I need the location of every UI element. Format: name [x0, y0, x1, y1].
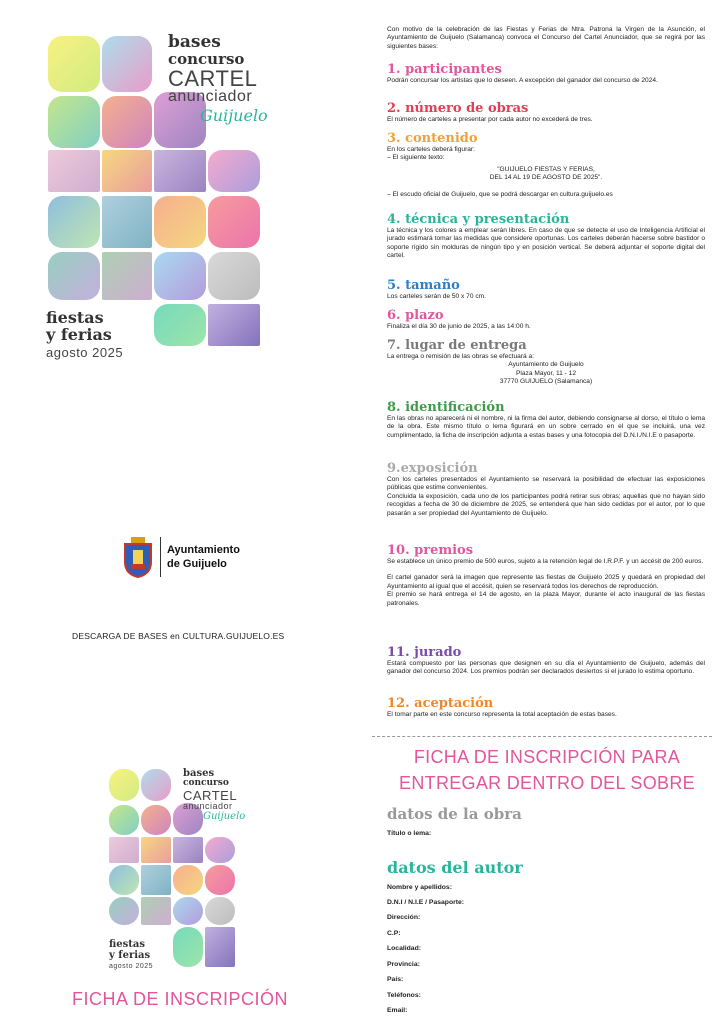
poster-tile	[208, 304, 260, 346]
address-line: Plaza Mayor, 11 - 12	[516, 369, 576, 377]
section-text: Con los carteles presentados el Ayuntamiento se reservará la posibilidad de efectuar las exposiciones públicas que estime convenientes.	[387, 476, 705, 492]
logo-text	[167, 543, 240, 571]
section-aceptacion	[387, 696, 705, 719]
poster-tile	[102, 96, 152, 148]
section-title: 10. premios	[387, 543, 474, 558]
ayuntamiento-logo	[122, 536, 240, 578]
intro-text: Con motivo de la celebración de las Fiestas y Ferias de Ntra. Patrona la Virgen de la Asunción, el Ayuntamiento de Guijuelo (Salamanca) convoca el Concurso del Cartel Anunciador, que se regirá por las siguientes bases:	[387, 26, 705, 50]
poster-fiestas: fiestas	[46, 308, 104, 327]
poster-tile	[205, 927, 235, 967]
section-text: Estará compuesto por las personas que designen en su día el Ayuntamiento de Guijuelo, además del ganador del concurso 2024. Los premios podrán ser declarados desiertos si el jurado lo estima oportuno.	[387, 660, 705, 676]
section-text: – El escudo oficial de Guijuelo, que se podrá descargar en cultura.guijuelo.es	[387, 190, 613, 198]
cut-line	[372, 736, 712, 737]
section-text: El premio se hará entrega el 14 de agosto, en la plaza Mayor, durante el acto inaugural de las fiestas patronales.	[387, 591, 705, 607]
dni-field[interactable]: D.N.I / N.I.E / Pasaporte:	[387, 899, 465, 906]
poster-tile	[205, 897, 235, 925]
poster-small-guijuelo: Guijuelo	[203, 811, 246, 822]
section-text: Podrán concursar los artistas que lo deseen. A excepción del ganador del concurso de 2024.	[387, 77, 658, 84]
section-exposicion	[387, 461, 705, 518]
section-title: 5. tamaño	[387, 278, 460, 293]
poster-tile	[208, 252, 260, 300]
section-text: En los carteles deberá figurar:	[387, 146, 475, 153]
localidad-field[interactable]: Localidad:	[387, 945, 421, 952]
section-numero-obras	[387, 101, 705, 124]
poster-bases: bases	[168, 32, 221, 52]
section-lugar	[387, 338, 705, 387]
download-note: DESCARGA DE BASES en CULTURA.GUIJUELO.ES	[72, 631, 285, 641]
section-text: El tomar parte en este concurso representa la total aceptación de estas bases.	[387, 711, 617, 718]
section-participantes	[387, 62, 705, 85]
poster-agosto: agosto 2025	[46, 345, 124, 360]
poster-small-agosto: agosto 2025	[109, 963, 154, 970]
section-contenido	[387, 131, 705, 199]
poster-tile	[141, 897, 171, 925]
poster-tile	[208, 196, 260, 248]
section-text: Concluida la exposición, cada uno de los participantes podrá retirar sus obras; aquellas que no hayan sido recogidas a fecha de 30 de diciembre de 2025, se entenderá que han sido cedidas por el autor, por lo que pasarán a ser propiedad del Ayuntamiento de Guijuelo.	[387, 492, 705, 517]
section-text: Los carteles serán de 50 x 70 cm.	[387, 293, 486, 300]
section-text: El cartel ganador será la imagen que represente las fiestas de Guijuelo 2025 y quedará en propiedad del Ayuntamiento al igual que el accésit, quien se reservará todos los derechos de reproducción.	[387, 574, 705, 590]
poster-tile	[141, 837, 171, 863]
poster-tile	[154, 150, 206, 192]
section-jurado	[387, 645, 705, 677]
section-title: 12. aceptación	[387, 696, 494, 711]
poster-tile	[109, 805, 139, 835]
poster-tile	[208, 150, 260, 192]
coat-of-arms-icon	[122, 536, 154, 578]
section-text: Finaliza el día 30 de junio de 2025, a las 14:00 h.	[387, 323, 531, 330]
poster-tile	[109, 897, 139, 925]
ficha-title-line1: FICHA DE INSCRIPCIÓN PARA	[413, 747, 681, 767]
poster-small-bases: bases	[183, 768, 215, 779]
poster-tile	[109, 865, 139, 895]
email-field[interactable]: Email:	[387, 1007, 408, 1014]
poster-tile	[173, 865, 203, 895]
direccion-field[interactable]: Dirección:	[387, 914, 421, 921]
poster-tile	[173, 927, 203, 967]
datos-obra-title: datos de la obra	[387, 805, 522, 823]
poster-cartel: CARTEL	[168, 66, 258, 91]
poster-tile	[154, 252, 206, 300]
poster-small-cartel: CARTEL	[183, 788, 238, 803]
poster-small	[105, 765, 255, 975]
address-line: Ayuntamiento de Guijuelo	[508, 361, 584, 369]
poster-anunciador: anunciador	[168, 88, 253, 105]
logo-line1: Ayuntamiento	[167, 544, 240, 556]
section-title: 2. número de obras	[387, 101, 529, 116]
poster-tile	[102, 196, 152, 248]
nombre-field[interactable]: Nombre y apellidos:	[387, 884, 452, 891]
poster-tile	[205, 837, 235, 863]
poster-tile	[173, 897, 203, 925]
poster-ferias: y ferias	[46, 325, 112, 344]
section-text: Se establece un único premio de 500 euros, sujeto a la retención legal de I.R.P.F. y un accésit de 200 euros.	[387, 558, 704, 565]
poster-guijuelo: Guijuelo	[200, 106, 268, 125]
titulo-field[interactable]: Título o lema:	[387, 830, 432, 837]
section-title: 3. contenido	[387, 131, 478, 146]
section-title: 4. técnica y presentación	[387, 212, 570, 227]
poster-small-concurso: concurso	[183, 778, 229, 788]
poster-small-anunciador: anunciador	[183, 801, 233, 811]
poster-tile	[141, 769, 171, 801]
poster-concurso: concurso	[168, 50, 245, 68]
poster-small-ferias: y ferias	[109, 950, 151, 961]
logo-divider	[160, 537, 161, 577]
poster-tile	[102, 150, 152, 192]
section-text: La técnica y los colores a emplear serán libres. En caso de que se detecte el uso de Inteligencia Artificial el jurado estimará tomar las medidas que considere oportunas. Los carteles deberán hacerse sobre bastidor o soporte rígido sin molduras de ningún tipo y en posición vertical. Se deberá adjuntar el soporte digital del cartel.	[387, 227, 705, 260]
section-title: 1. participantes	[387, 62, 502, 77]
section-tecnica	[387, 212, 705, 261]
poster-tile	[48, 36, 100, 92]
poster-tile	[154, 304, 206, 346]
address-line: 37770 GUIJUELO (Salamanca)	[499, 378, 593, 386]
section-title: 8. identificación	[387, 400, 505, 415]
poster-tile	[102, 36, 152, 92]
ficha-title-line2: ENTREGAR DENTRO DEL SOBRE	[399, 773, 695, 793]
poster-tile	[48, 196, 100, 248]
section-title: 7. lugar de entrega	[387, 338, 527, 353]
poster-tile	[48, 150, 100, 192]
section-title: 9.exposición	[387, 461, 478, 476]
section-text: En las obras no aparecerá ni el nombre, ni la firma del autor, debiendo consignarse al dorso, el título o lema de la obra. Este mismo título o lema figurará en un sobre cerrado en el que se incluirá, una vez cumplimentado, la ficha de inscripción adjunta a estas bases y una fotocopia del D.N.I./N.I.E o pasaporte.	[387, 415, 705, 439]
poster-tile	[154, 196, 206, 248]
poster-large	[40, 30, 370, 360]
poster-tile	[109, 837, 139, 863]
poster-tile	[48, 96, 100, 148]
section-identificacion	[387, 400, 705, 440]
poster-tile	[102, 252, 152, 300]
poster-tile	[141, 865, 171, 895]
section-premios	[387, 543, 705, 608]
cp-field[interactable]: C.P:	[387, 930, 401, 937]
section-text: La entrega o remisión de las obras se efectuará a:	[387, 353, 534, 360]
telefonos-field[interactable]: Teléfonos:	[387, 992, 421, 999]
section-title: 11. jurado	[387, 645, 462, 660]
section-text: – El siguiente texto:	[387, 154, 445, 162]
ficha-inscripcion-label: FICHA DE INSCRIPCIÓN	[72, 989, 289, 1009]
poster-tile	[109, 769, 139, 801]
poster-tile	[205, 865, 235, 895]
section-quote: "GUIJUELO FIESTAS Y FERIAS,	[497, 165, 595, 173]
datos-autor-title: datos del autor	[387, 858, 523, 877]
poster-small-fiestas: fiestas	[109, 939, 145, 950]
section-quote: DEL 14 AL 19 DE AGOSTO DE 2025".	[489, 174, 603, 182]
poster-tile	[173, 837, 203, 863]
provincia-field[interactable]: Provincia:	[387, 961, 420, 968]
section-text: El número de carteles a presentar por cada autor no excederá de tres.	[387, 116, 593, 123]
logo-line2: de Guijuelo	[167, 558, 227, 570]
poster-tile	[141, 805, 171, 835]
section-tamano	[387, 278, 705, 301]
section-title: 6. plazo	[387, 308, 444, 323]
section-plazo	[387, 308, 705, 331]
poster-tile	[48, 252, 100, 300]
pais-field[interactable]: País:	[387, 976, 404, 983]
